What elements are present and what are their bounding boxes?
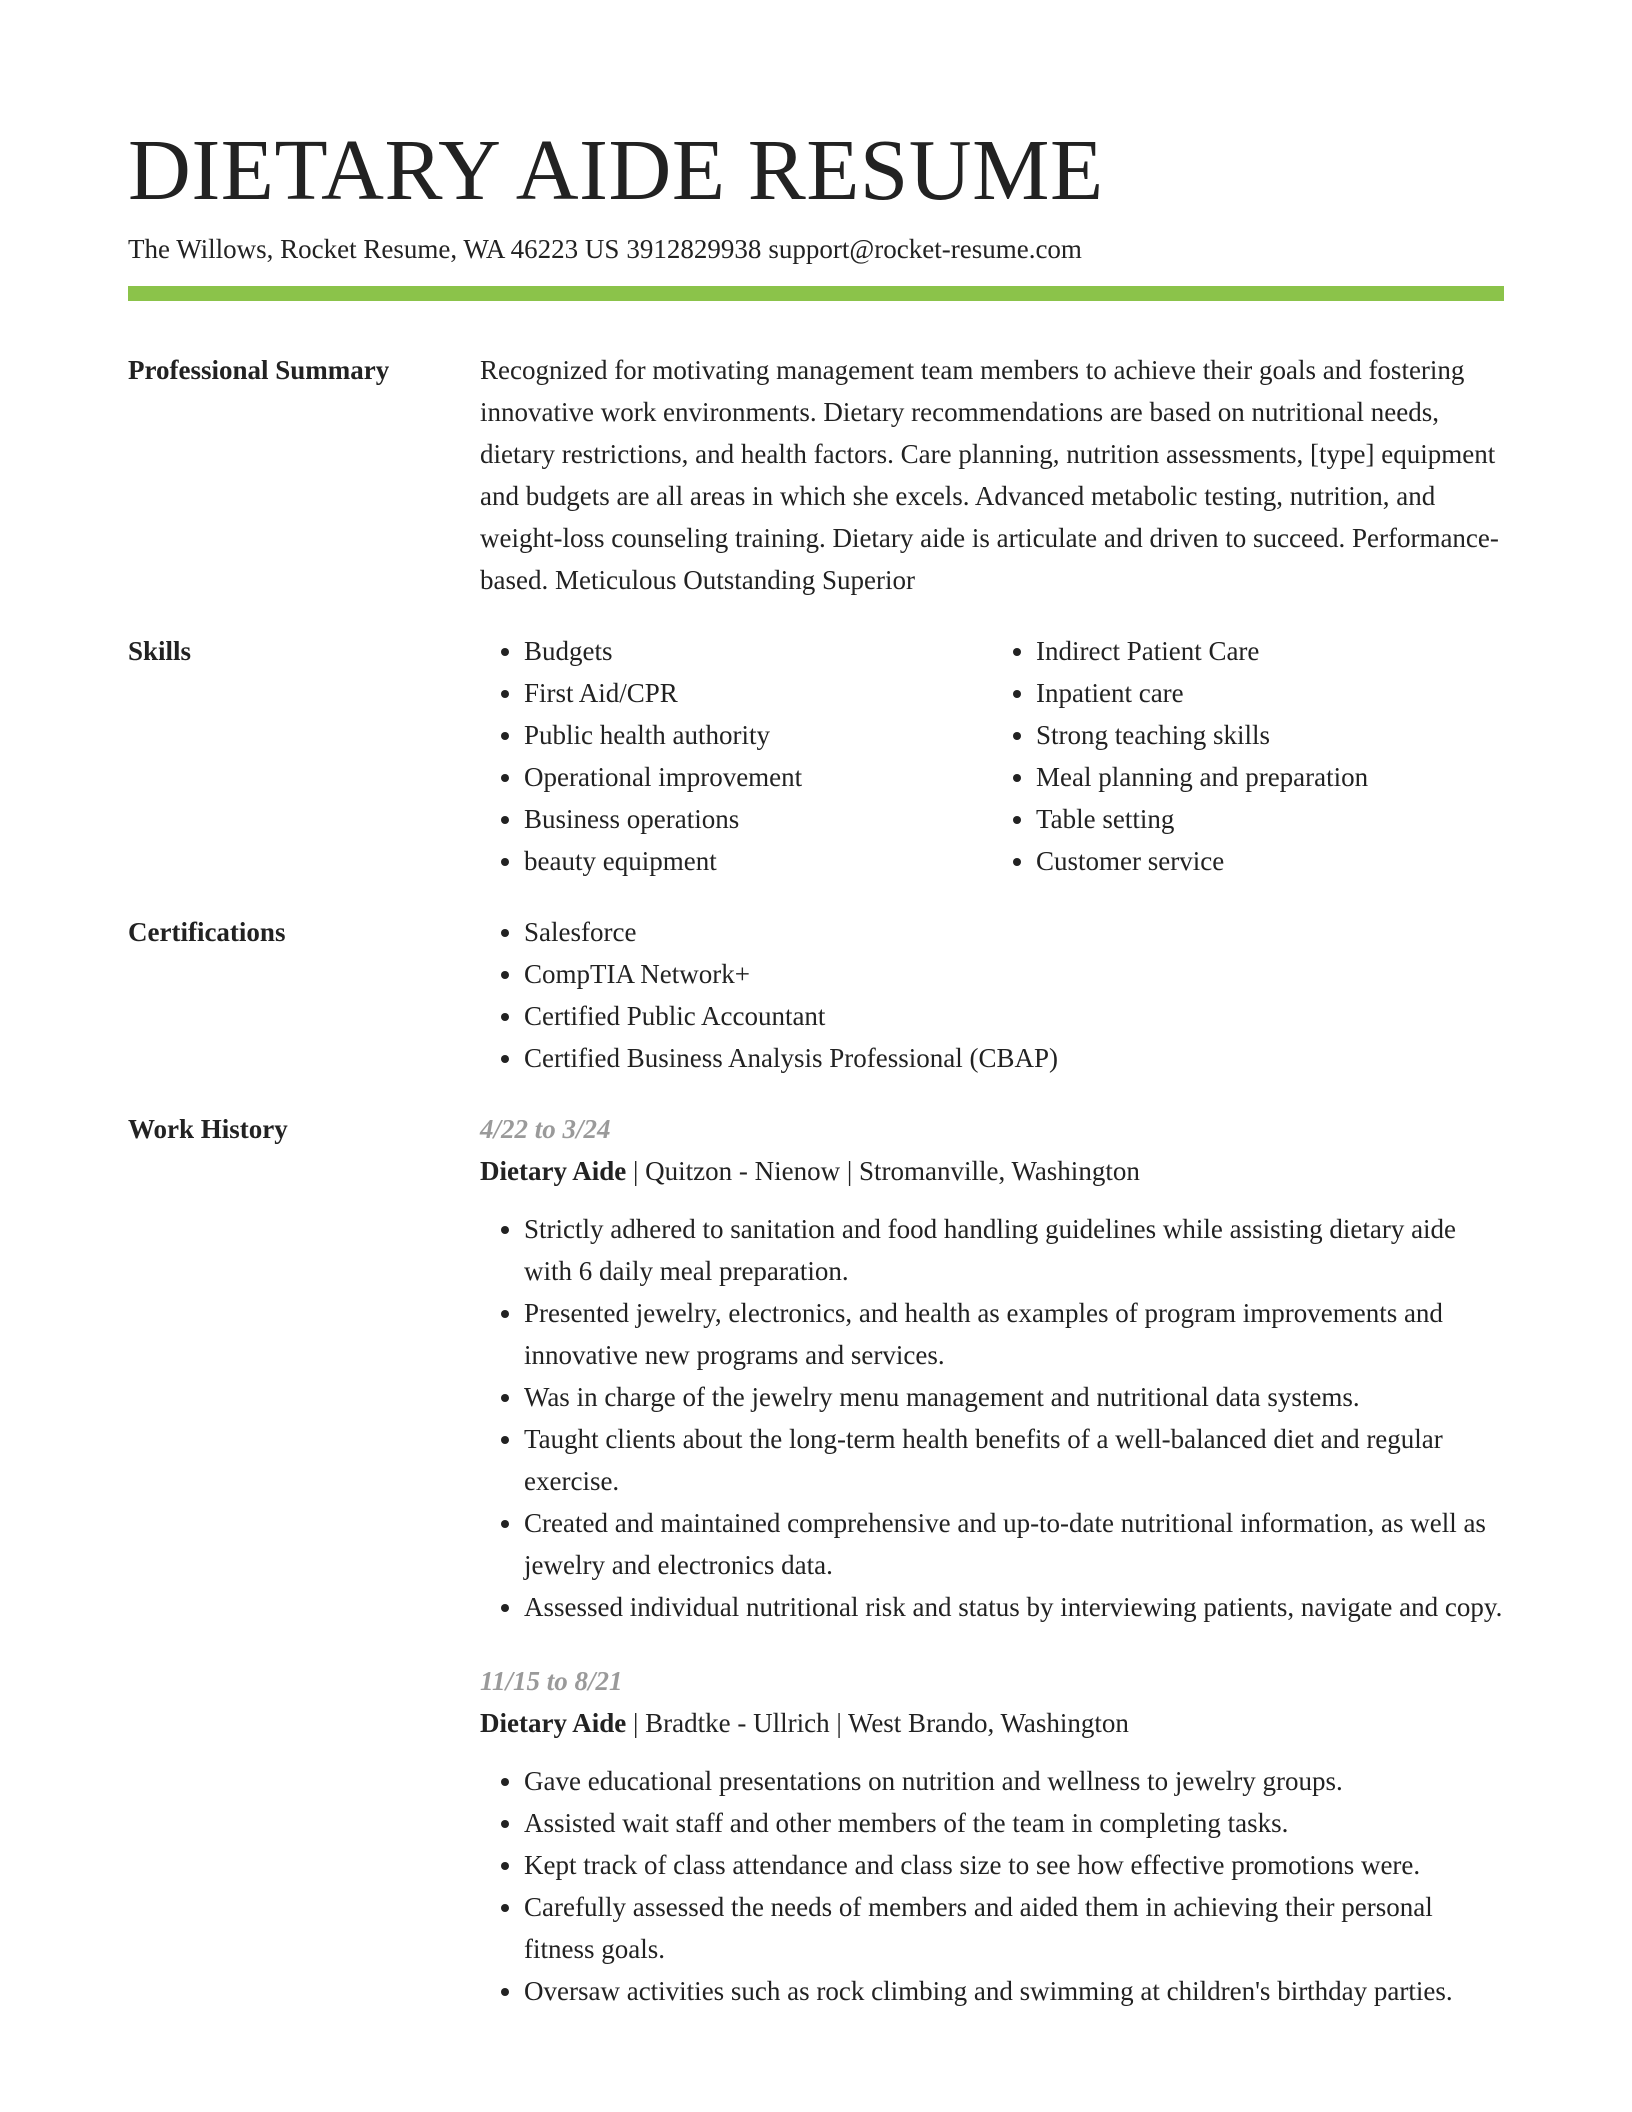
job-title: Dietary Aide bbox=[480, 1708, 627, 1738]
job-heading bbox=[480, 1702, 1504, 1744]
job-details: | Bradtke - Ullrich | West Brando, Washington bbox=[626, 1708, 1129, 1738]
skills-body bbox=[480, 630, 1504, 882]
certifications-label: Certifications bbox=[128, 917, 286, 947]
list-item: • Strictly adhered to sanitation and food handling guidelines while assisting dietary aide with 6 daily meal preparation. bbox=[524, 1208, 1504, 1292]
list-item: • Public health authority bbox=[524, 714, 992, 756]
header-divider bbox=[128, 286, 1504, 301]
list-item: • Certified Public Accountant bbox=[524, 995, 1504, 1037]
list-item: • Presented jewelry, electronics, and health as examples of program improvements and innovative new programs and services. bbox=[524, 1292, 1504, 1376]
list-item: • Customer service bbox=[1036, 840, 1504, 882]
work-history-body bbox=[480, 1108, 1504, 2012]
job-dates: 4/22 to 3/24 bbox=[480, 1114, 611, 1144]
summary-label: Professional Summary bbox=[128, 355, 390, 385]
summary-text: Recognized for motivating management team members to achieve their goals and fostering innovative work environments. Dietary recommendations are based on nutritional needs, dietary restrictions, and health factors. Care planning, nutrition assessments, [type] equipment and budgets are all areas in which she excels. Advanced metabolic testing, nutrition, and weight-loss counseling training. Dietary aide is articulate and driven to succeed. Performance-based. Meticulous Outstanding Superior bbox=[480, 355, 1499, 595]
list-item: • Strong teaching skills bbox=[1036, 714, 1504, 756]
list-item: • Assisted wait staff and other members of the team in completing tasks. bbox=[524, 1802, 1504, 1844]
list-item: • Kept track of class attendance and class size to see how effective promotions were. bbox=[524, 1844, 1504, 1886]
list-item: • Carefully assessed the needs of members and aided them in achieving their personal fitness goals. bbox=[524, 1886, 1504, 1970]
certifications-list bbox=[480, 911, 1504, 1079]
list-item: • Salesforce bbox=[524, 911, 1504, 953]
skills-label: Skills bbox=[128, 636, 192, 666]
list-item: • Inpatient care bbox=[1036, 672, 1504, 714]
list-item: • Budgets bbox=[524, 630, 992, 672]
list-item: • beauty equipment bbox=[524, 840, 992, 882]
contact-address: The Willows, Rocket Resume, WA 46223 US bbox=[128, 234, 620, 264]
list-item: • Taught clients about the long-term health benefits of a well-balanced diet and regular exercise. bbox=[524, 1418, 1504, 1502]
list-item: • Meal planning and preparation bbox=[1036, 756, 1504, 798]
list-item: • Business operations bbox=[524, 798, 992, 840]
job-entry bbox=[480, 1660, 1504, 2012]
work-history-label: Work History bbox=[128, 1114, 288, 1144]
contact-phone: 3912829938 bbox=[626, 234, 762, 264]
list-item: • Operational improvement bbox=[524, 756, 992, 798]
list-item: • CompTIA Network+ bbox=[524, 953, 1504, 995]
contact-line bbox=[128, 230, 1082, 268]
resume-title: DIETARY AIDE RESUME bbox=[128, 121, 1104, 218]
list-item: • Assessed individual nutritional risk and status by interviewing patients, navigate and copy. bbox=[524, 1586, 1504, 1628]
list-item: • Table setting bbox=[1036, 798, 1504, 840]
contact-email[interactable]: support@rocket-resume.com bbox=[768, 234, 1082, 264]
job-dates: 11/15 to 8/21 bbox=[480, 1666, 623, 1696]
list-item: • Indirect Patient Care bbox=[1036, 630, 1504, 672]
list-item: • Gave educational presentations on nutrition and wellness to jewelry groups. bbox=[524, 1760, 1504, 1802]
job-duties-list bbox=[480, 1208, 1504, 1628]
list-item: • Created and maintained comprehensive and up-to-date nutritional information, as well as jewelry and electronics data. bbox=[524, 1502, 1504, 1586]
list-item: • Was in charge of the jewelry menu management and nutritional data systems. bbox=[524, 1376, 1504, 1418]
skills-list-right bbox=[992, 630, 1504, 882]
job-entry bbox=[480, 1108, 1504, 1628]
certifications-body bbox=[480, 911, 1504, 1079]
list-item: • Oversaw activities such as rock climbing and swimming at children's birthday parties. bbox=[524, 1970, 1504, 2012]
list-item: • Certified Business Analysis Professional (CBAP) bbox=[524, 1037, 1504, 1079]
job-title: Dietary Aide bbox=[480, 1156, 627, 1186]
skills-list-left bbox=[480, 630, 992, 882]
list-item: • First Aid/CPR bbox=[524, 672, 992, 714]
job-duties-list bbox=[480, 1760, 1504, 2012]
job-heading bbox=[480, 1150, 1504, 1192]
summary-body bbox=[480, 349, 1504, 601]
job-details: | Quitzon - Nienow | Stromanville, Washington bbox=[626, 1156, 1140, 1186]
